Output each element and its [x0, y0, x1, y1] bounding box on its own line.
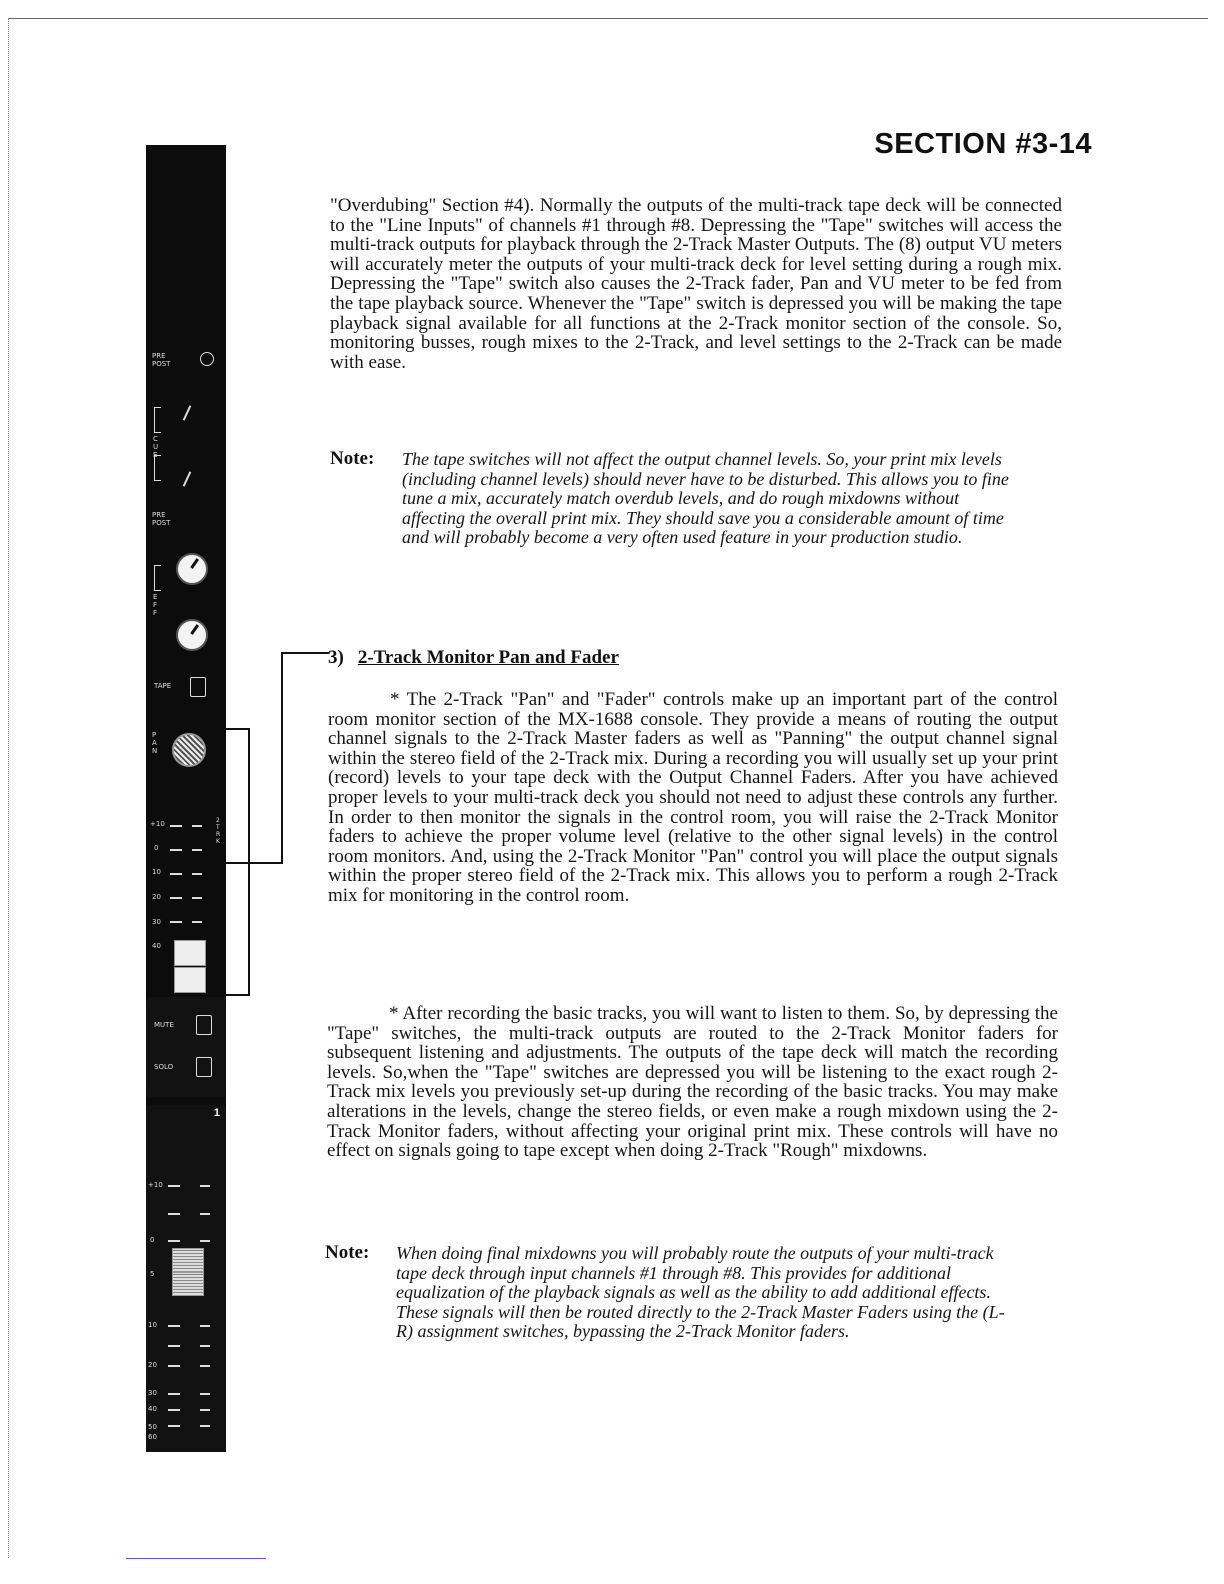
- 2trk-label: 2 T R K: [216, 817, 221, 845]
- cue-knob-pointer[interactable]: [183, 405, 192, 420]
- fader-scale-0: 0: [150, 1236, 155, 1244]
- cue-bracket: [154, 407, 161, 433]
- meter-scale-30: 30: [152, 918, 161, 926]
- fader-tick: [200, 1345, 210, 1347]
- fader-tick: [200, 1365, 210, 1367]
- fader-tick: [168, 1365, 180, 1367]
- subsection-heading: [328, 647, 619, 669]
- monitor-fader-cap-lower[interactable]: [174, 967, 206, 993]
- effect-send-knob-2[interactable]: [176, 619, 208, 651]
- mute-switch[interactable]: [196, 1015, 212, 1035]
- fader-tick: [200, 1425, 210, 1427]
- connector-vertical: [281, 652, 283, 863]
- cue-bracket-lower: [154, 455, 161, 481]
- fader-tick: [200, 1213, 210, 1215]
- fader-tick: [192, 921, 202, 923]
- solo-switch[interactable]: [196, 1057, 212, 1077]
- paragraph-2-text: * The 2-Track "Pan" and "Fader" controls make up an important part of the control room monitor section of the MX-1688 console. They provide a means of routing the output channel signals to the 2-Track Master faders as well as "Panning" the output channel signal within the stereo field of the 2-Track mix. During a recording you will usually set up your print (record) levels to your tape deck with the Output Channel Faders. After you have achieved proper levels to your multi-track deck you should not need to adjust these controls any further. In order to then monitor the signals in the control room, you will raise the 2-Track Monitor faders to achieve the proper volume level (relative to the other signal levels) in the control room monitors. And, using the 2-Track Monitor "Pan" control you will place the output signals within the proper stereo field of the 2-Track mix. This allows you to perform a rough 2-Track mix for monitoring in the control room.: [328, 689, 1058, 906]
- fader-scale-5: 5: [150, 1270, 155, 1278]
- mute-solo-block: [146, 997, 226, 1097]
- note-1-text: The tape switches will not affect the output channel levels. So, your print mix levels (including channel levels) should never have to be disturbed. This allows you to fine tune a mix, accurately match overdub levels, and do rough mixdowns without affecting the overall print mix. They should save you a considerable amount of time and will probably become a very often used feature in your production studio.: [402, 449, 1009, 547]
- pre-post-label-2: PRE POST: [152, 511, 171, 527]
- subsection-number: 3): [328, 647, 344, 668]
- fader-tick: [200, 1393, 210, 1395]
- solo-label: SOLO: [154, 1063, 174, 1071]
- meter-scale-0: 0: [154, 844, 159, 852]
- tape-switch[interactable]: [190, 677, 206, 697]
- meter-scale-40: 40: [152, 942, 161, 950]
- fader-tick: [168, 1409, 180, 1411]
- note-2-text: When doing final mixdowns you will probably route the outputs of your multi-track tape deck through input channels #1 through #8. This provides for additional equalization of the playback signals as well as the ability to add additional effects. These signals will then be routed directly to the 2-Track Master Faders using the (L-R) assignment switches, bypassing the 2-Track Monitor faders.: [396, 1243, 1005, 1341]
- cue-label: C U E: [153, 435, 159, 459]
- fader-tick: [192, 849, 202, 851]
- fader-tick: [168, 1213, 180, 1215]
- fader-tick: [200, 1409, 210, 1411]
- paragraph-3-text: * After recording the basic tracks, you will want to listen to them. So, by depressing the "Tape" switches, the multi-track outputs are routed to the 2-Track Monitor faders for subsequent listening and adjustments. The outputs of the tape deck will match the recording levels. So,when the "Tape" switches are depressed you will be listening to the exact rough 2-Track mix levels you previously set-up during the recording of the basic tracks. You may make alterations in the levels, change the stereo fields, or even make a rough mixdown using the 2-Track Monitor faders, without affecting your original print mix. These controls will have no effect on signals going to tape except when doing 2-Track "Rough" mixdowns.: [327, 1003, 1058, 1162]
- subsection-title: 2-Track Monitor Pan and Fader: [357, 647, 619, 668]
- fader-scale-40: 40: [148, 1405, 157, 1413]
- top-border-line: [8, 18, 1208, 19]
- pre-post-switch-1[interactable]: [200, 352, 214, 366]
- fader-tick: [170, 825, 182, 827]
- fader-tick: [192, 825, 202, 827]
- left-border-line: [8, 18, 9, 1558]
- fader-tick: [168, 1325, 180, 1327]
- connector-top: [281, 652, 329, 654]
- master-fader-cap-lower[interactable]: [172, 1272, 204, 1296]
- pan-knob[interactable]: [172, 733, 206, 767]
- fader-scale-30: 30: [148, 1389, 157, 1397]
- pan-label: P A N: [152, 731, 158, 755]
- paragraph-3: [327, 1004, 1058, 1161]
- cue-knob-2-pointer[interactable]: [183, 471, 192, 486]
- fader-tick: [170, 921, 182, 923]
- fader-tick: [168, 1393, 180, 1395]
- effect-send-knob-1[interactable]: [176, 553, 208, 585]
- fader-scale-60: 60: [148, 1433, 157, 1441]
- paragraph-2: [328, 690, 1058, 906]
- fader-tick: [200, 1185, 210, 1187]
- fader-tick: [170, 897, 182, 899]
- mute-label: MUTE: [154, 1021, 174, 1029]
- meter-scale-20: 20: [152, 893, 161, 901]
- meter-scale-10: 10: [152, 868, 161, 876]
- console-strip: [146, 145, 226, 1452]
- tape-label: TAPE: [154, 682, 172, 690]
- eff-label: E F F: [153, 593, 158, 617]
- fader-tick: [168, 1345, 180, 1347]
- section-title: SECTION #3-14: [874, 128, 1092, 160]
- fader-tick: [192, 873, 202, 875]
- channel-number: 1: [213, 1107, 220, 1119]
- fader-tick: [170, 873, 182, 875]
- master-fader-cap-upper[interactable]: [172, 1248, 204, 1272]
- fader-tick: [168, 1240, 180, 1242]
- master-fader-block: [146, 1105, 226, 1452]
- pre-post-label-1: PRE POST: [152, 352, 171, 368]
- fader-tick: [168, 1185, 180, 1187]
- bottom-mark-line: [126, 1558, 266, 1559]
- fader-tick: [168, 1425, 180, 1427]
- fader-tick: [200, 1240, 210, 1242]
- eff-bracket: [154, 565, 161, 591]
- fader-scale-plus10: +10: [148, 1181, 163, 1189]
- note-2-label: Note:: [325, 1242, 370, 1263]
- fader-scale-50: 50: [148, 1423, 157, 1431]
- fader-scale-20: 20: [148, 1361, 157, 1369]
- fader-tick: [170, 849, 182, 851]
- meter-scale-plus10: +10: [150, 820, 165, 828]
- fader-tick: [192, 897, 202, 899]
- fader-scale-10: 10: [148, 1321, 157, 1329]
- fader-bracket: [226, 728, 250, 996]
- intro-paragraph: "Overdubing" Section #4). Normally the outputs of the multi-track tape deck will be connected to the "Line Inputs" of channels #1 through #8. Depressing the "Tape" switches will access the multi-track outputs for playback through the 2-Track Master Outputs. The (8) output VU meters will accurately meter the outputs of your multi-track deck for level setting during a rough mix. Depressing the "Tape" switch also causes the 2-Track fader, Pan and VU meter to be fed from the tape playback source. Whenever the "Tape" switch is depressed you will be making the tape playback signal available for all functions at the 2-Track monitor section of the console. So, monitoring busses, rough mixes to the 2-Track, and level settings to the 2-Track can be made with ease.: [330, 195, 1062, 373]
- monitor-fader-cap-upper[interactable]: [174, 940, 206, 966]
- note-1-label: Note:: [330, 448, 375, 469]
- fader-tick: [200, 1325, 210, 1327]
